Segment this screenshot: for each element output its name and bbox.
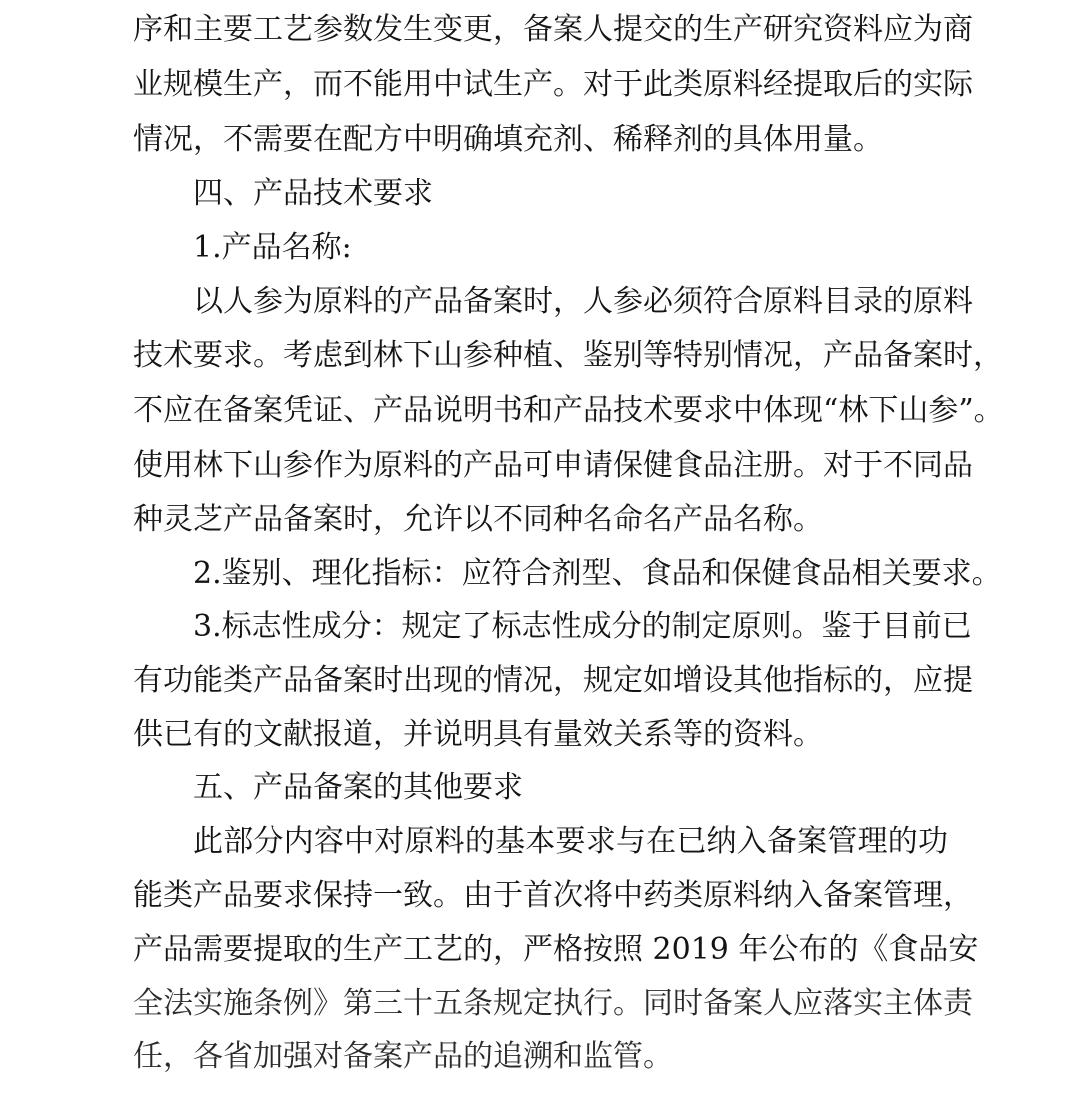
subsection-heading: 1.产品名称: [193, 230, 352, 265]
section-heading: 四、产品技术要求 [193, 176, 433, 211]
paragraph-line: 此部分内容中对原料的基本要求与在已纳入备案管理的功 [193, 824, 948, 859]
paragraph-line: 情况，不需要在配方中明确填充剂、稀释剂的具体用量。 [133, 122, 883, 157]
paragraph-line: 供已有的文献报道，并说明具有量效关系等的资料。 [133, 717, 823, 752]
paragraph-line: 全法实施条例》第三十五条规定执行。同时备案人应落实主体责 [133, 986, 973, 1021]
paragraph-line: 能类产品要求保持一致。由于首次将中药类原料纳入备案管理， [133, 878, 973, 913]
section-heading: 五、产品备案的其他要求 [193, 770, 523, 805]
subsection-line: 2.鉴别、理化指标：应符合剂型、食品和保健食品相关要求。 [193, 556, 1002, 591]
paragraph-line: 使用林下山参作为原料的产品可申请保健食品注册。对于不同品 [133, 448, 973, 483]
subsection-line: 3.标志性成分：规定了标志性成分的制定原则。鉴于目前已 [193, 609, 972, 644]
paragraph-line: 种灵芝产品备案时，允许以不同种名命名产品名称。 [133, 502, 823, 537]
paragraph-line: 任，各省加强对备案产品的追溯和监管。 [133, 1039, 673, 1074]
paragraph-line: 有功能类产品备案时出现的情况，规定如增设其他指标的，应提 [133, 663, 973, 698]
paragraph-line: 业规模生产，而不能用中试生产。对于此类原料经提取后的实际 [133, 67, 973, 102]
paragraph-line: 不应在备案凭证、产品说明书和产品技术要求中体现“林下山参”。 [133, 393, 1004, 428]
paragraph-line: 序和主要工艺参数发生变更，备案人提交的生产研究资料应为商 [133, 12, 973, 47]
paragraph-line: 产品需要提取的生产工艺的，严格按照 2019 年公布的《食品安 [133, 932, 979, 967]
paragraph-line: 技术要求。考虑到林下山参种植、鉴别等特别情况，产品备案时， [133, 338, 1003, 373]
paragraph-line: 以人参为原料的产品备案时，人参必须符合原料目录的原料 [193, 284, 973, 319]
